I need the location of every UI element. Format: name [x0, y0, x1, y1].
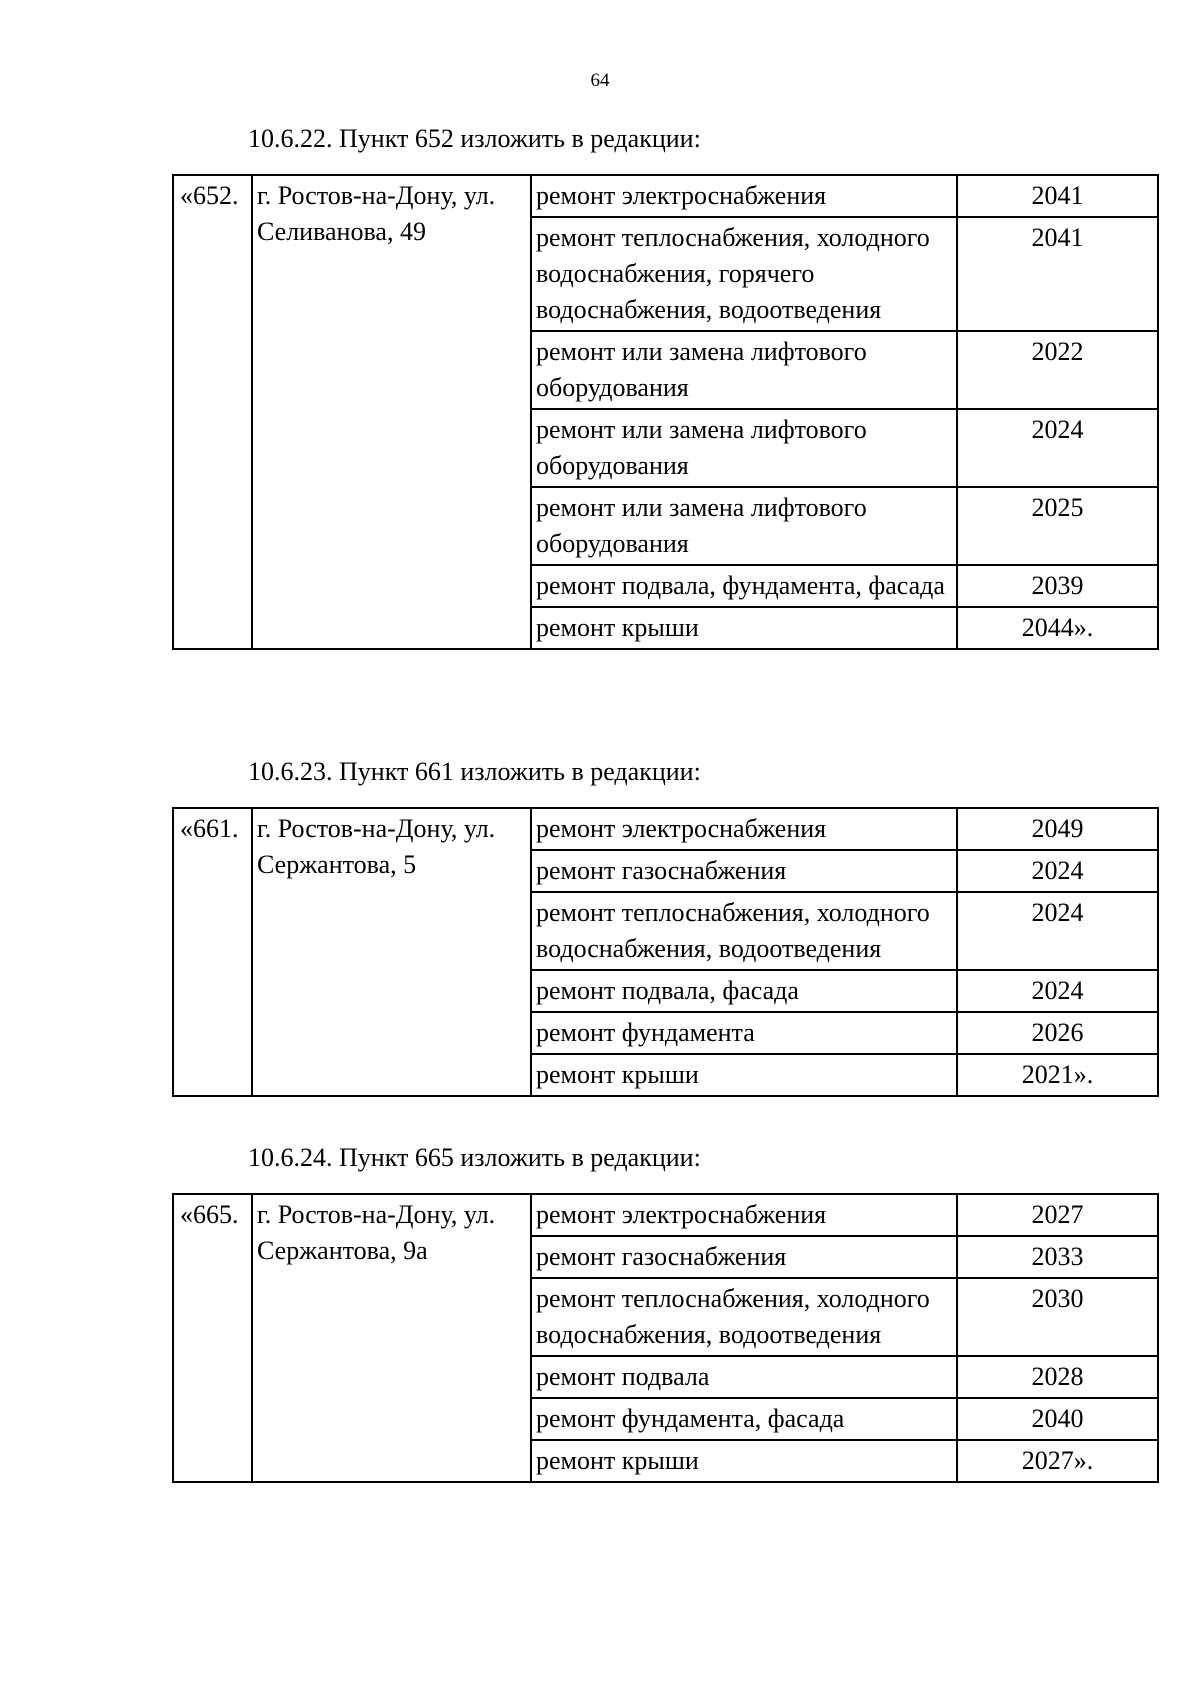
work-cell: ремонт газоснабжения [531, 1236, 957, 1278]
section-heading: 10.6.24. Пункт 665 изложить в редакции: [248, 1143, 701, 1172]
table-row [173, 1194, 1158, 1236]
table-row [173, 808, 1158, 850]
section-heading: 10.6.23. Пункт 661 изложить в редакции: [248, 757, 701, 786]
repair-table [172, 1193, 1159, 1483]
page-number: 64 [590, 70, 610, 91]
work-cell: ремонт или замена лифтового оборудования [531, 487, 957, 565]
work-cell: ремонт фундамента, фасада [531, 1398, 957, 1440]
year-cell: 2039 [957, 565, 1158, 607]
year-cell: 2049 [957, 808, 1158, 850]
year-cell: 2022 [957, 331, 1158, 409]
work-cell: ремонт или замена лифтового оборудования [531, 409, 957, 487]
item-number: «652. [173, 175, 252, 649]
work-cell: ремонт крыши [531, 1440, 957, 1482]
year-cell: 2027». [957, 1440, 1158, 1482]
year-cell: 2026 [957, 1012, 1158, 1054]
work-cell: ремонт фундамента [531, 1012, 957, 1054]
work-cell: ремонт электроснабжения [531, 1194, 957, 1236]
year-cell: 2024 [957, 970, 1158, 1012]
repair-table [172, 807, 1159, 1097]
year-cell: 2041 [957, 175, 1158, 217]
year-cell: 2030 [957, 1278, 1158, 1356]
table-row [173, 175, 1158, 217]
address-cell: г. Ростов-на-Дону, ул. Сержантова, 5 [252, 808, 531, 1096]
work-cell: ремонт крыши [531, 607, 957, 649]
work-cell: ремонт теплоснабжения, холодного водоснабжения, горячего водоснабжения, водоотведения [531, 217, 957, 331]
work-cell: ремонт подвала, фасада [531, 970, 957, 1012]
work-cell: ремонт или замена лифтового оборудования [531, 331, 957, 409]
work-cell: ремонт теплоснабжения, холодного водоснабжения, водоотведения [531, 1278, 957, 1356]
item-number: «665. [173, 1194, 252, 1482]
work-cell: ремонт теплоснабжения, холодного водоснабжения, водоотведения [531, 892, 957, 970]
work-cell: ремонт газоснабжения [531, 850, 957, 892]
year-cell: 2041 [957, 217, 1158, 331]
repair-table [172, 174, 1159, 650]
address-cell: г. Ростов-на-Дону, ул. Селиванова, 49 [252, 175, 531, 649]
year-cell: 2024 [957, 850, 1158, 892]
work-cell: ремонт подвала [531, 1356, 957, 1398]
year-cell: 2028 [957, 1356, 1158, 1398]
year-cell: 2024 [957, 892, 1158, 970]
work-cell: ремонт подвала, фундамента, фасада [531, 565, 957, 607]
year-cell: 2040 [957, 1398, 1158, 1440]
section-heading: 10.6.22. Пункт 652 изложить в редакции: [248, 124, 701, 153]
work-cell: ремонт крыши [531, 1054, 957, 1096]
year-cell: 2044». [957, 607, 1158, 649]
year-cell: 2025 [957, 487, 1158, 565]
item-number: «661. [173, 808, 252, 1096]
address-cell: г. Ростов-на-Дону, ул. Сержантова, 9а [252, 1194, 531, 1482]
year-cell: 2021». [957, 1054, 1158, 1096]
year-cell: 2033 [957, 1236, 1158, 1278]
year-cell: 2027 [957, 1194, 1158, 1236]
work-cell: ремонт электроснабжения [531, 808, 957, 850]
year-cell: 2024 [957, 409, 1158, 487]
work-cell: ремонт электроснабжения [531, 175, 957, 217]
